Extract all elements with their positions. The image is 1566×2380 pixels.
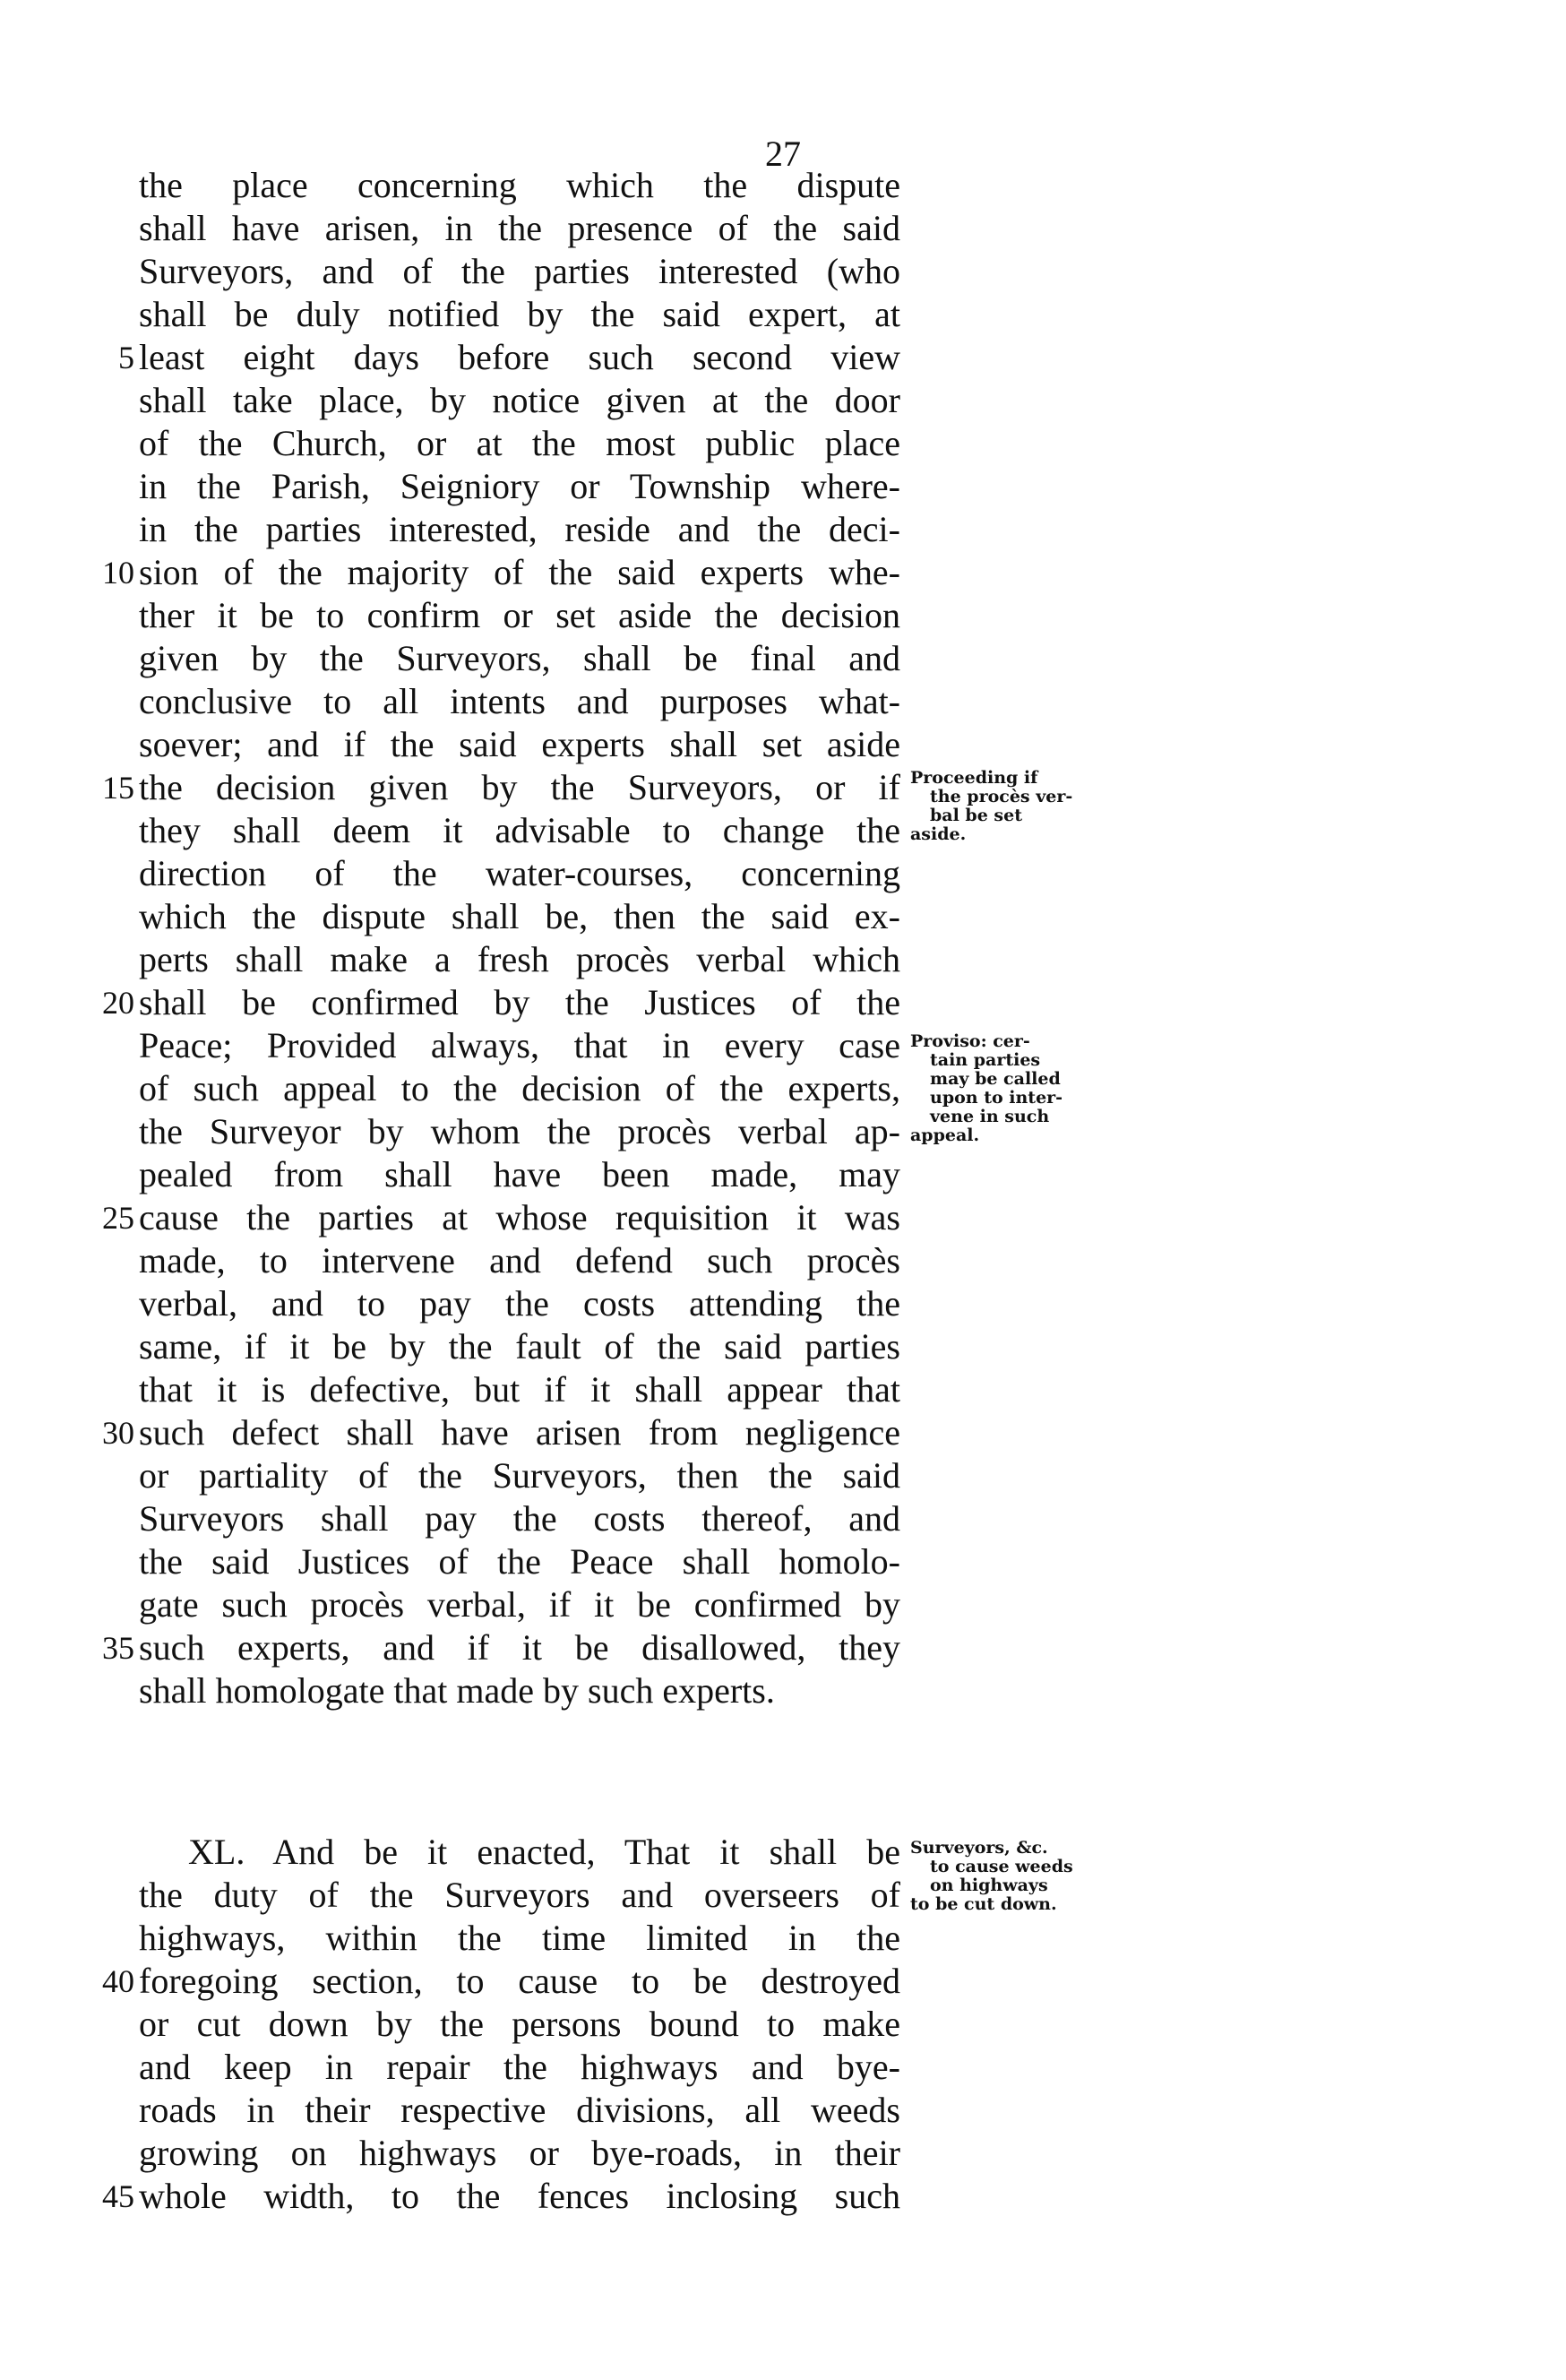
text-line: in the Parish, Seigniory or Township where- bbox=[139, 466, 900, 506]
text-line: pealed from shall have been made, may bbox=[139, 1154, 900, 1194]
text-line: gate such procès verbal, if it be confirmed by bbox=[139, 1584, 900, 1625]
marginal-note-line: Proviso: cer- bbox=[910, 1031, 1030, 1051]
line-number bbox=[72, 851, 134, 896]
line-number bbox=[72, 1830, 134, 1875]
line-number: 15 bbox=[102, 770, 134, 806]
text-line: Surveyors shall pay the costs thereof, and bbox=[139, 1498, 900, 1539]
line-number bbox=[72, 1023, 134, 1068]
line-number bbox=[72, 722, 134, 767]
line-number: 20 bbox=[102, 985, 134, 1021]
text-line: shall have arisen, in the presence of the said bbox=[139, 208, 900, 248]
line-number bbox=[72, 292, 134, 337]
text-line: given by the Surveyors, shall be final and bbox=[139, 638, 900, 678]
marginal-note-surveyors bbox=[910, 1839, 1116, 1914]
text-line: and keep in repair the highways and bye- bbox=[139, 2047, 900, 2087]
line-number bbox=[72, 593, 134, 638]
text-line: whole width, to the fences inclosing such bbox=[139, 2176, 900, 2216]
line-number bbox=[72, 1453, 134, 1498]
text-line: of the Church, or at the most public place bbox=[139, 423, 900, 463]
line-number bbox=[72, 1109, 134, 1154]
text-line: least eight days before such second view bbox=[139, 337, 900, 377]
line-number bbox=[72, 894, 134, 939]
marginal-note-line: Surveyors, &c. bbox=[910, 1838, 1048, 1858]
marginal-note-line: upon to inter- bbox=[930, 1088, 1063, 1108]
line-number bbox=[72, 2045, 134, 2090]
marginal-note-line: on highways bbox=[930, 1876, 1048, 1895]
text-line: growing on highways or bye-roads, in their bbox=[139, 2133, 900, 2173]
text-line: the decision given by the Surveyors, or if bbox=[139, 767, 900, 807]
text-line: or cut down by the persons bound to make bbox=[139, 2004, 900, 2044]
text-line: or partiality of the Surveyors, then the said bbox=[139, 1455, 900, 1496]
text-line: the duty of the Surveyors and overseers of bbox=[139, 1875, 900, 1915]
line-number bbox=[72, 1367, 134, 1412]
line-number: 25 bbox=[102, 1200, 134, 1236]
marginal-note-line: Proceeding if bbox=[910, 768, 1038, 788]
line-number bbox=[72, 1496, 134, 1541]
line-number bbox=[72, 507, 134, 552]
line-number bbox=[72, 2131, 134, 2176]
marginal-note-line: may be called bbox=[930, 1069, 1061, 1089]
text-line: which the dispute shall be, then the said ex- bbox=[139, 896, 900, 936]
line-number bbox=[72, 163, 134, 208]
marginal-note-line: the procès ver- bbox=[930, 787, 1073, 806]
line-number bbox=[72, 679, 134, 724]
text-line: shall be confirmed by the Justices of the bbox=[139, 982, 900, 1022]
line-number: 35 bbox=[102, 1630, 134, 1666]
text-line: conclusive to all intents and purposes what- bbox=[139, 681, 900, 721]
line-number bbox=[72, 1539, 134, 1584]
text-line: in the parties interested, reside and the deci- bbox=[139, 509, 900, 549]
text-line: sion of the majority of the said experts whe- bbox=[139, 552, 900, 592]
line-number bbox=[72, 206, 134, 251]
line-number bbox=[72, 249, 134, 294]
text-line: verbal, and to pay the costs attending the bbox=[139, 1283, 900, 1324]
text-line: such experts, and if it be disallowed, they bbox=[139, 1627, 900, 1668]
marginal-note-line: to cause weeds bbox=[930, 1857, 1073, 1876]
text-line: ther it be to confirm or set aside the decision bbox=[139, 595, 900, 635]
text-line: perts shall make a fresh procès verbal which bbox=[139, 939, 900, 979]
text-line: soever; and if the said experts shall set aside bbox=[139, 724, 900, 764]
marginal-note-proviso bbox=[910, 1032, 1116, 1145]
text-line: roads in their respective divisions, all weeds bbox=[139, 2090, 900, 2130]
marginal-note-line: aside. bbox=[910, 824, 967, 844]
line-number bbox=[72, 636, 134, 681]
line-number: 45 bbox=[102, 2178, 134, 2214]
text-line: the place concerning which the dispute bbox=[139, 165, 900, 205]
line-number bbox=[72, 1669, 134, 1713]
text-line: of such appeal to the decision of the experts, bbox=[139, 1068, 900, 1108]
marginal-note-line: appeal. bbox=[910, 1125, 980, 1145]
text-line: shall be duly notified by the said expert, at bbox=[139, 294, 900, 334]
marginal-note-proceeding bbox=[910, 769, 1116, 844]
text-line: shall homologate that made by such experts. bbox=[139, 1670, 775, 1711]
line-number bbox=[72, 421, 134, 466]
text-line: highways, within the time limited in the bbox=[139, 1918, 900, 1958]
text-line: shall take place, by notice given at the door bbox=[139, 380, 900, 420]
line-number: 40 bbox=[102, 1963, 134, 1999]
marginal-note-line: tain parties bbox=[930, 1050, 1041, 1070]
line-number bbox=[72, 1324, 134, 1369]
text-line: that it is defective, but if it shall appear that bbox=[139, 1369, 900, 1410]
text-line: such defect shall have arisen from negligence bbox=[139, 1412, 900, 1453]
line-number bbox=[72, 464, 134, 509]
line-number bbox=[72, 1916, 134, 1961]
line-number bbox=[72, 1066, 134, 1111]
text-line: made, to intervene and defend such procès bbox=[139, 1240, 900, 1281]
marginal-note-line: vene in such bbox=[930, 1107, 1050, 1126]
page-number: 27 bbox=[765, 134, 801, 174]
line-number bbox=[72, 1238, 134, 1283]
line-number: 10 bbox=[102, 555, 134, 591]
line-number bbox=[72, 378, 134, 423]
line-number bbox=[72, 2088, 134, 2133]
text-line: direction of the water-courses, concerning bbox=[139, 853, 900, 893]
marginal-note-line: to be cut down. bbox=[910, 1894, 1057, 1914]
marginal-note-line: bal be set bbox=[930, 806, 1022, 825]
text-line: they shall deem it advisable to change the bbox=[139, 810, 900, 850]
text-line: the Surveyor by whom the procès verbal ap- bbox=[139, 1111, 900, 1151]
line-number bbox=[72, 2002, 134, 2047]
text-line: foregoing section, to cause to be destroyed bbox=[139, 1961, 900, 2001]
line-number bbox=[72, 1873, 134, 1918]
section-heading-line: XL. And be it enacted, That it shall be bbox=[188, 1832, 900, 1872]
text-line: the said Justices of the Peace shall homolo- bbox=[139, 1541, 900, 1582]
text-line: same, if it be by the fault of the said parties bbox=[139, 1326, 900, 1367]
text-line: cause the parties at whose requisition it was bbox=[139, 1197, 900, 1237]
line-number bbox=[72, 937, 134, 982]
text-line: Surveyors, and of the parties interested (who bbox=[139, 251, 900, 291]
line-number bbox=[72, 808, 134, 853]
line-number: 5 bbox=[118, 340, 134, 375]
line-number: 30 bbox=[102, 1415, 134, 1451]
line-number bbox=[72, 1281, 134, 1326]
line-number bbox=[72, 1582, 134, 1627]
line-number bbox=[72, 1152, 134, 1197]
text-line: Peace; Provided always, that in every case bbox=[139, 1025, 900, 1065]
